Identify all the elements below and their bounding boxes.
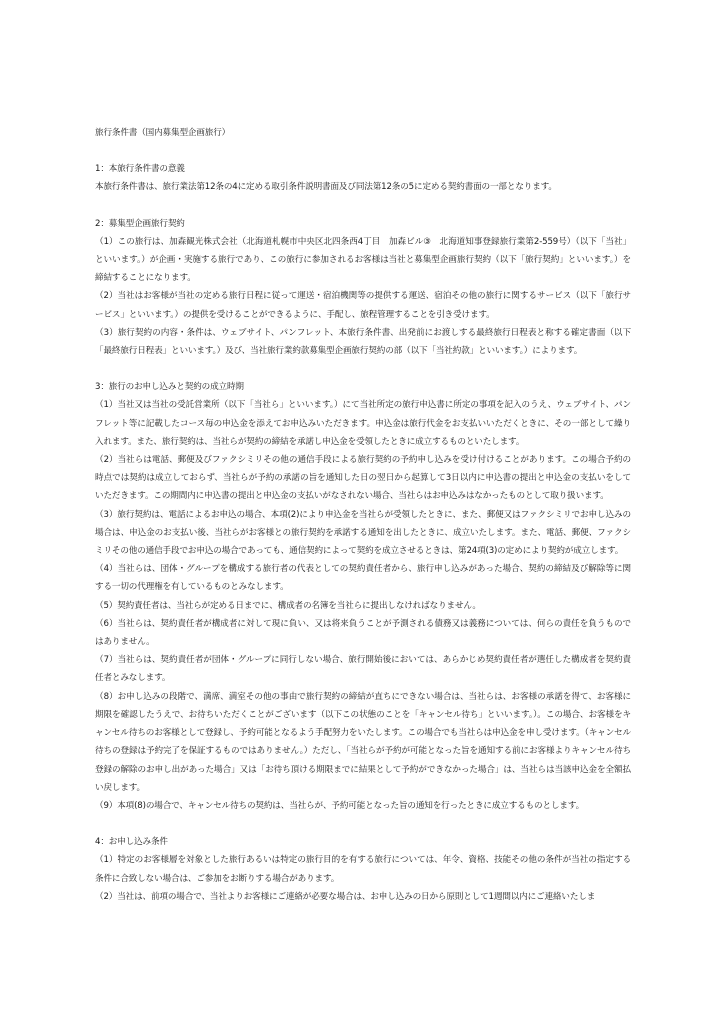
section-heading: 2：募集型企画旅行契約 bbox=[95, 218, 185, 229]
paragraph: （2）当社は、前項の場合で、当社よりお客様にご連絡が必要な場合は、お申し込みの日から原則として1週間以内にご連絡いたしま bbox=[95, 891, 596, 902]
paragraph: （4）当社らは、団体・グループを構成する旅行者の代表としての契約責任者から、旅行申し込みがあった場合、契約の締結及び解除等に関する一切の代理権を有しているものとみなします。 bbox=[95, 564, 631, 593]
document-title: 旅行条件書（国内募集型企画旅行） bbox=[95, 128, 231, 138]
paragraph: （2）当社らは電話、郵便及びファクシミリその他の通信手段による旅行契約の予約申し込みを受け付けることがあります。この場合予約の時点では契約は成立しておらず、当社らが予約の承諾の旨を通知した日の翌日から起算して3日以内に申込書の提出と申込金の支払いをしていただきます。この期間内に申込書の提出と申込金の支払いがなされない場合、当社らはお申込みはなかったものとして取り扱います。 bbox=[95, 455, 631, 502]
paragraph: （1）この旅行は、加森観光株式会社（北海道札幌市中央区北四条西4丁目 加森ビル③ 北海道知事登録旅行業第2-559号）（以下「当社」といいます。）が企画・実施する旅行であり、この旅行に参加されるお客様は当社と募集型企画旅行契約（以下「旅行契約」といいます。）を締結することになります。 bbox=[95, 236, 631, 284]
paragraph: （8）お申し込みの段階で、満席、満室その他の事由で旅行契約の締結が直ちにできない場合は、当社らは、お客様の承諾を得て、お客様に期限を確認したうえで、お待ちいただくことがございます（以下この状態のことを「キャンセル待ち」といいます。）。この場合、お客様をキャンセル待ちのお客様として登録し、予約可能となるよう手配努力をいたします。この場合でも当社らは申込金を申し受けます。（キャンセル待ちの登録は予約完了を保証するものではありません。）ただし、「当社らが予約が可能となった旨を通知する前にお客様よりキャンセル待ち登録の解除のお申し出があった場合」又は「お待ち頂ける期限までに結果として予約ができなかった場合」は、当社らは当該申込金を全額払い戻します。 bbox=[95, 691, 631, 793]
section-heading: 1：本旅行条件書の意義 bbox=[95, 164, 185, 175]
paragraph: （7）当社らは、契約責任者が団体・グループに同行しない場合、旅行開始後においては、あらかじめ契約責任者が選任した構成者を契約責任者とみなします。 bbox=[95, 655, 631, 684]
paragraph: （3）旅行契約は、電話によるお申込の場合、本項(2)により申込金を当社らが受領したときに、また、郵便又はファクシミリでお申し込みの場合は、申込金のお支払い後、当社らがお客様との旅行契約を承諾する通知を出したときに、成立いたします。また、電話、郵便、ファクシミリその他の通信手段でお申込の場合であっても、通信契約によって契約を成立させるときは、第24項(3)の定めにより契約が成立します。 bbox=[95, 509, 631, 557]
document-body bbox=[95, 124, 631, 906]
paragraph: （9）本項(8)の場合で、キャンセル待ちの契約は、当社らが、予約可能となった旨の通知を行ったときに成立するものとします。 bbox=[95, 800, 585, 811]
paragraph: （1）特定のお客様層を対象とした旅行あるいは特定の旅行目的を有する旅行については、年令、資格、技能その他の条件が当社の指定する条件に合致しない場合は、ご参加をお断りする場合があります。 bbox=[95, 855, 631, 884]
paragraph: （2）当社はお客様が当社の定める旅行日程に従って運送・宿泊機関等の提供する運送、宿泊その他の旅行に関するサービス（以下「旅行サービス」といいます。）の提供を受けることができるように、手配し、旅程管理することを引き受けます。 bbox=[95, 291, 631, 320]
section-heading: 3：旅行のお申し込みと契約の成立時期 bbox=[95, 382, 244, 393]
paragraph: 本旅行条件書は、旅行業法第12条の4に定める取引条件説明書面及び同法第12条の5に定める契約書面の一部となります。 bbox=[95, 182, 557, 193]
paragraph: （5）契約責任者は、当社らが定める日までに、構成者の名簿を当社らに提出しなければなりません。 bbox=[95, 600, 481, 611]
paragraph: （3）旅行契約の内容・条件は、ウェブサイト、パンフレット、本旅行条件書、出発前にお渡しする最終旅行日程表と称する確定書面（以下「最終旅行日程表」といいます。）及び、当社旅行業約款募集型企画旅行契約の部（以下「当社約款」といいます。）によります。 bbox=[95, 327, 631, 357]
paragraph: （6）当社らは、契約責任者が構成者に対して現に負い、又は将来負うことが予測される債務又は義務については、何らの責任を負うものではありません。 bbox=[95, 618, 631, 648]
section-heading: 4：お申し込み条件 bbox=[95, 837, 168, 848]
paragraph: （1）当社又は当社の受託営業所（以下「当社ら」といいます。）にて当社所定の旅行申込書に所定の事項を記入のうえ、ウェブサイト、パンフレット等に記載したコース毎の申込金を添えてお申込みいただきます。申込金は旅行代金をお支払いいただくときに、その一部として繰り入れます。また、旅行契約は、当社らが契約の締結を承諾し申込金を受領したときに成立するものといたします。 bbox=[95, 400, 631, 447]
